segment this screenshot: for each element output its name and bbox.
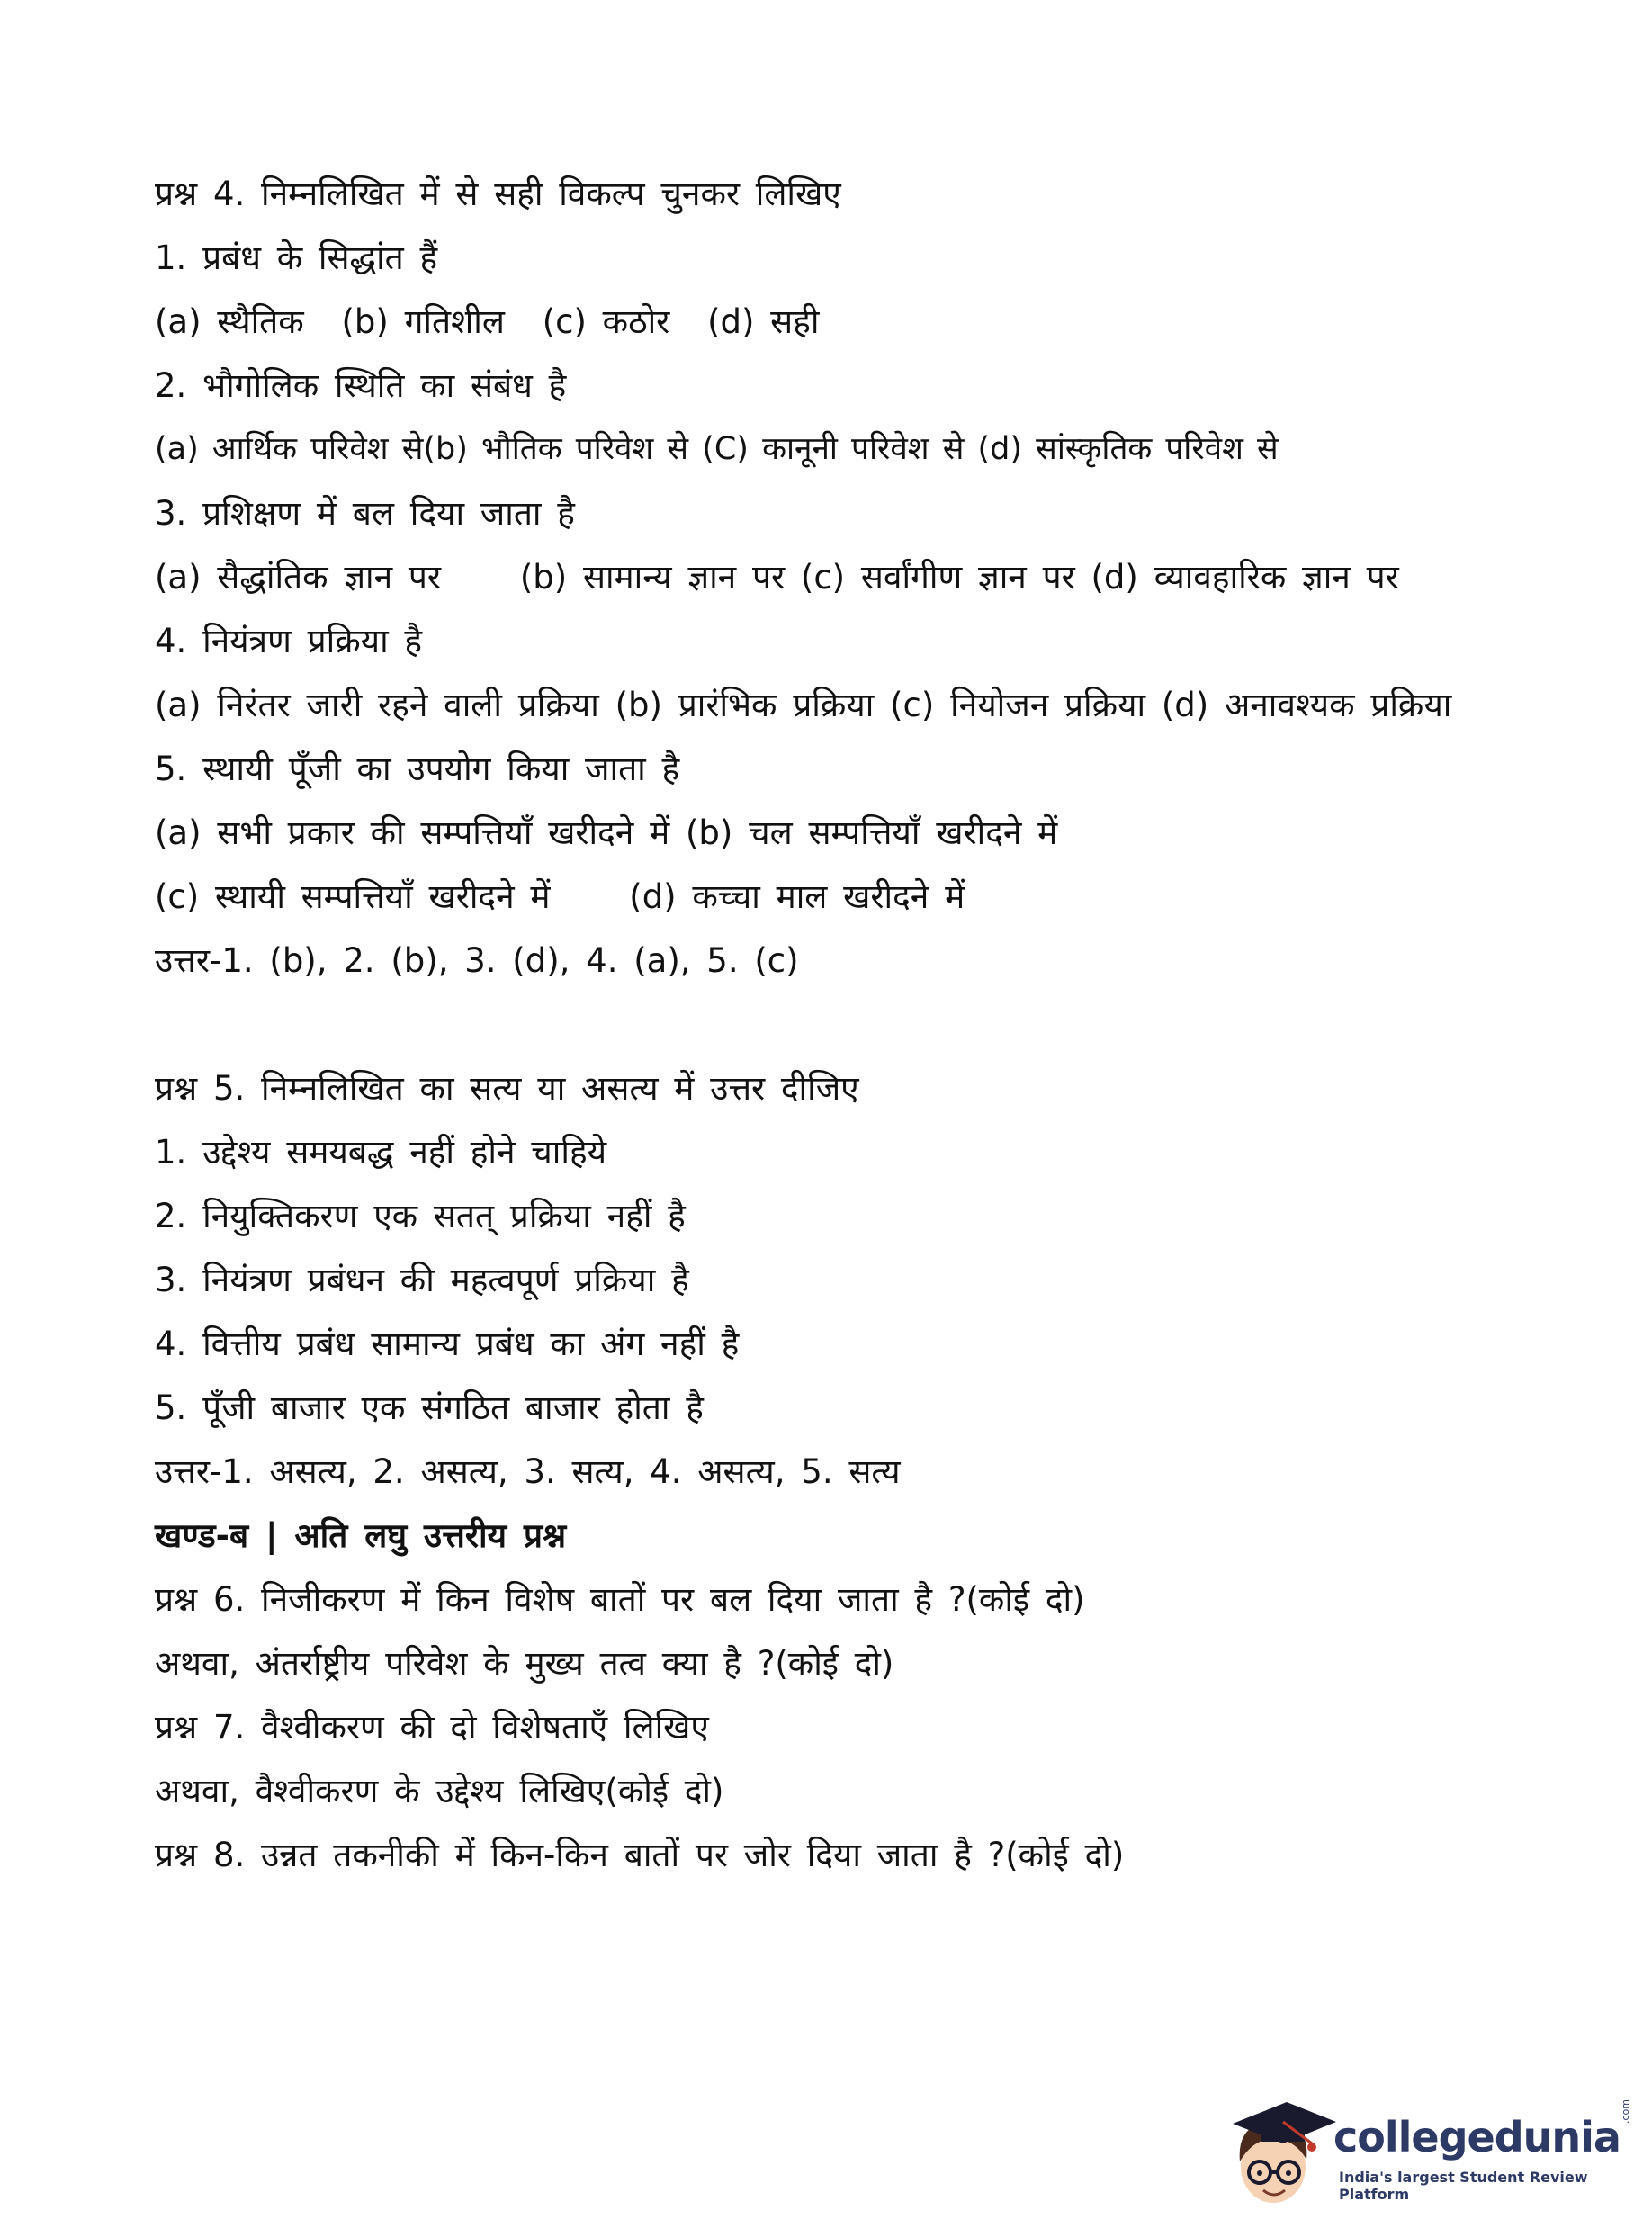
- q4-item-1-question: 1. प्रबंध के सिद्धांत हैं: [155, 238, 438, 277]
- logo-wordmark: collegedunia: [1333, 2113, 1621, 2161]
- mascot-icon: [1224, 2097, 1341, 2214]
- q6-line: प्रश्न 6. निजीकरण में किन विशेष बातों पर बल दिया जाता है ?(कोई दो): [155, 1580, 1085, 1619]
- q5-item-3: 3. नियंत्रण प्रबंधन की महत्वपूर्ण प्रक्रिया है: [155, 1261, 689, 1299]
- q5-item-1: 1. उद्देश्य समयबद्ध नहीं होने चाहिये: [155, 1133, 607, 1172]
- option-a: (a) निरंतर जारी रहने वाली प्रक्रिया: [155, 686, 599, 724]
- option-d: (d) सही: [707, 302, 820, 341]
- option-c: (c) सर्वांगीण ज्ञान पर: [800, 558, 1075, 597]
- option-a: (a) सभी प्रकार की सम्पत्तियाँ खरीदने में: [155, 813, 670, 852]
- option-d: (d) कच्चा माल खरीदने में: [629, 877, 965, 916]
- q5-item-5: 5. पूँजी बाजार एक संगठित बाजार होता है: [155, 1388, 704, 1427]
- q6-alt-line: अथवा, अंतर्राष्ट्रीय परिवेश के मुख्य तत्व क्या है ?(कोई दो): [155, 1644, 894, 1683]
- q4-item-3-question: 3. प्रशिक्षण में बल दिया जाता है: [155, 494, 575, 533]
- q4-item-3-options: [155, 545, 1558, 609]
- option-c: (c) नियोजन प्रक्रिया: [890, 686, 1146, 724]
- option-c: (C) कानूनी परिवेश से: [702, 431, 965, 467]
- option-a: (a) सैद्धांतिक ज्ञान पर: [155, 558, 442, 597]
- q5-answer: उत्तर-1. असत्य, 2. असत्य, 3. सत्य, 4. असत्य, 5. सत्य: [155, 1452, 901, 1491]
- section-spacer: [155, 993, 1558, 1056]
- document-page: [155, 162, 1558, 1887]
- q7-alt-line: अथवा, वैश्वीकरण के उद्देश्य लिखिए(कोई दो): [155, 1772, 724, 1810]
- option-b: (b) भौतिक परिवेश से: [423, 431, 689, 467]
- q4-item-5-options-row-2: [155, 865, 1558, 929]
- option-b: (b) सामान्य ज्ञान पर: [519, 558, 786, 597]
- q4-answer: उत्तर-1. (b), 2. (b), 3. (d), 4. (a), 5. (c): [155, 941, 799, 980]
- q7-line: प्रश्न 7. वैश्वीकरण की दो विशेषताएँ लिखिए: [155, 1708, 709, 1747]
- option-b: (b) चल सम्पत्तियाँ खरीदने में: [685, 813, 1058, 852]
- q4-item-2-options: [155, 418, 1558, 481]
- option-a: (a) स्थैतिक: [155, 302, 304, 341]
- q4-item-1-options: [155, 290, 1558, 354]
- option-d: (d) सांस्कृतिक परिवेश से: [977, 431, 1279, 467]
- q4-heading: प्रश्न 4. निम्नलिखित में से सही विकल्प चुनकर लिखिए: [155, 175, 841, 213]
- option-a: (a) आर्थिक परिवेश से: [155, 431, 424, 467]
- q5-heading: प्रश्न 5. निम्नलिखित का सत्य या असत्य में उत्तर दीजिए: [155, 1069, 859, 1108]
- option-d: (d) व्यावहारिक ज्ञान पर: [1091, 558, 1399, 597]
- option-c: (c) स्थायी सम्पत्तियाँ खरीदने में: [155, 877, 551, 916]
- q4-item-2-question: 2. भौगोलिक स्थिति का संबंध है: [155, 366, 567, 405]
- logo-domain: .com: [1620, 2099, 1631, 2124]
- q4-item-4-options: [155, 673, 1558, 737]
- q4-item-5-question: 5. स्थायी पूँजी का उपयोग किया जाता है: [155, 750, 680, 788]
- collegedunia-logo: [1224, 2097, 1638, 2214]
- q4-item-4-question: 4. नियंत्रण प्रक्रिया है: [155, 622, 423, 660]
- option-d: (d) अनावश्यक प्रक्रिया: [1161, 686, 1452, 724]
- q5-item-2: 2. नियुक्तिकरण एक सतत् प्रक्रिया नहीं है: [155, 1197, 686, 1235]
- section-b-heading: खण्ड-ब | अति लघु उत्तरीय प्रश्न: [155, 1516, 567, 1555]
- option-c: (c) कठोर: [542, 302, 670, 341]
- option-b: (b) गतिशील: [341, 302, 505, 341]
- q8-line: प्रश्न 8. उन्नत तकनीकी में किन-किन बातों पर जोर दिया जाता है ?(कोई दो): [155, 1836, 1125, 1874]
- option-b: (b) प्रारंभिक प्रक्रिया: [615, 686, 875, 724]
- q4-item-5-options-row-1: [155, 801, 1558, 865]
- logo-tagline: India's largest Student Review Platform: [1339, 2169, 1588, 2203]
- q5-item-4: 4. वित्तीय प्रबंध सामान्य प्रबंध का अंग नहीं है: [155, 1325, 740, 1363]
